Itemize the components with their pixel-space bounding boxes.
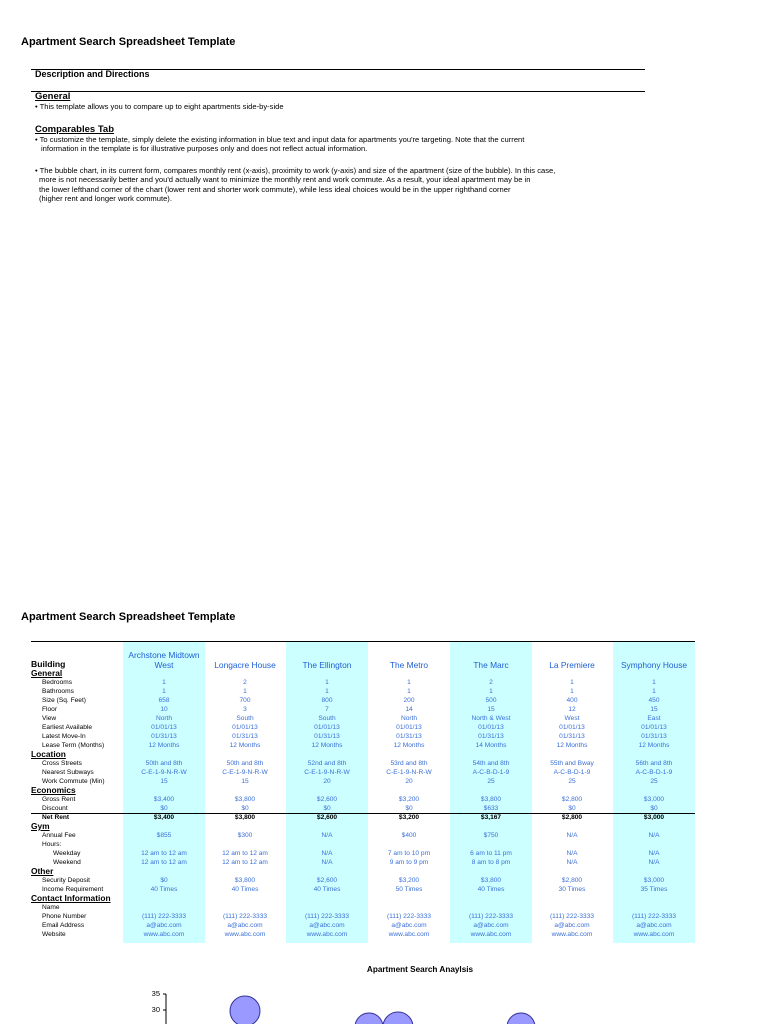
row-label: Net Rent: [42, 814, 70, 821]
table-cell[interactable]: 40 Times: [150, 886, 178, 893]
row-label: Bedrooms: [42, 679, 73, 686]
table-cell[interactable]: 7 am to 10 pm: [387, 850, 431, 857]
table-cell[interactable]: A-C-B-D-1-9: [635, 769, 673, 776]
table-cell[interactable]: 15: [160, 778, 168, 785]
table-cell[interactable]: www.abc.com: [143, 931, 185, 938]
table-cell[interactable]: N/A: [648, 832, 660, 839]
table-cell[interactable]: North & West: [471, 715, 511, 722]
table-cell[interactable]: South: [318, 715, 336, 722]
table-cell[interactable]: 54th and 8th: [472, 760, 510, 767]
table-cell[interactable]: $300: [237, 832, 253, 839]
table-cell[interactable]: (111) 222-3333: [386, 913, 432, 920]
table-cell[interactable]: 10: [160, 706, 168, 713]
table-cell[interactable]: $3,200: [398, 796, 420, 803]
table-cell[interactable]: 01/31/13: [396, 733, 422, 740]
row-label: Nearest Subways: [42, 769, 94, 776]
row-label: Work Commute (Min): [42, 778, 105, 785]
table-cell[interactable]: 400: [566, 697, 578, 704]
paragraph-line: • To customize the template, simply delete the existing information in blue text and input data for apartments you're targeting. Note that the current: [35, 135, 525, 144]
table-cell[interactable]: 1: [652, 679, 656, 686]
table-cell[interactable]: 200: [403, 697, 415, 704]
table-cell[interactable]: 12 Months: [148, 742, 180, 749]
row-label: Discount: [42, 805, 68, 812]
table-cell[interactable]: a@abc.com: [391, 922, 427, 929]
table-cell[interactable]: www.abc.com: [224, 931, 266, 938]
table-cell[interactable]: 30 Times: [558, 886, 586, 893]
building-header[interactable]: The Metro: [389, 660, 429, 670]
section-heading: Economics: [31, 785, 76, 795]
table-cell[interactable]: 7: [325, 706, 329, 713]
table-cell[interactable]: 1: [162, 688, 166, 695]
row-label: Latest Move-In: [42, 733, 86, 740]
chart-title: Apartment Search Anaylsis: [366, 965, 474, 974]
row-label: Phone Number: [42, 913, 87, 920]
table-cell[interactable]: 01/01/13: [396, 724, 422, 731]
table-cell[interactable]: www.abc.com: [551, 931, 593, 938]
table-cell[interactable]: $2,600: [316, 796, 338, 803]
table-cell[interactable]: 40 Times: [313, 886, 341, 893]
table-cell[interactable]: N/A: [648, 859, 660, 866]
table-cell[interactable]: $3,167: [480, 814, 502, 821]
table-cell[interactable]: a@abc.com: [473, 922, 509, 929]
table-cell[interactable]: $2,600: [316, 814, 338, 821]
table-cell[interactable]: 50th and 8th: [145, 760, 183, 767]
table-cell[interactable]: 800: [321, 697, 333, 704]
table-cell[interactable]: 12 Months: [311, 742, 343, 749]
table-cell[interactable]: 20: [323, 778, 331, 785]
table-cell[interactable]: (111) 222-3333: [549, 913, 595, 920]
table-cell[interactable]: 3: [243, 706, 247, 713]
paragraph-line: (higher rent and longer work commute).: [39, 193, 172, 203]
table-cell[interactable]: $633: [483, 805, 499, 812]
table-cell[interactable]: 35 Times: [640, 886, 668, 893]
table-cell[interactable]: 56th and 8th: [635, 760, 673, 767]
paragraph-line: the lower lefthand corner of the chart (lower rent and shorter work commute), while less ideal choices would be in the upper righthand corner: [39, 184, 511, 194]
table-cell[interactable]: 01/01/13: [151, 724, 177, 731]
table-cell[interactable]: N/A: [321, 850, 333, 857]
table-cell[interactable]: 12 Months: [638, 742, 670, 749]
table-cell[interactable]: 500: [485, 697, 497, 704]
table-cell[interactable]: 40 Times: [231, 886, 259, 893]
table-cell[interactable]: C-E-1-9-N-R-W: [304, 769, 350, 776]
table-cell[interactable]: www.abc.com: [388, 931, 430, 938]
table-cell[interactable]: 450: [648, 697, 660, 704]
sheet-title: Apartment Search Spreadsheet Template: [21, 611, 236, 623]
row-label: Bathrooms: [42, 688, 74, 695]
table-cell[interactable]: $3,400: [153, 796, 175, 803]
table-cell[interactable]: North: [400, 715, 418, 722]
row-label: Weekend: [53, 859, 81, 866]
table-cell[interactable]: $0: [568, 805, 576, 812]
table-cell[interactable]: 25: [568, 778, 576, 785]
comparables-paragraph-2: [35, 166, 650, 203]
table-cell[interactable]: $3,000: [643, 814, 665, 821]
table-cell[interactable]: 01/31/13: [151, 733, 177, 740]
table-cell[interactable]: West: [564, 715, 580, 722]
table-cell[interactable]: $2,800: [561, 877, 583, 884]
row-label: Cross Streets: [42, 760, 82, 767]
table-cell[interactable]: 40 Times: [477, 886, 505, 893]
table-cell[interactable]: 25: [487, 778, 495, 785]
table-cell[interactable]: $3,200: [398, 814, 420, 821]
table-cell[interactable]: www.abc.com: [470, 931, 512, 938]
table-cell[interactable]: a@abc.com: [309, 922, 345, 929]
table-cell[interactable]: 1: [325, 688, 329, 695]
table-cell[interactable]: $3,000: [643, 796, 665, 803]
row-label: Size (Sq. Feet): [42, 697, 86, 704]
row-label: Security Deposit: [42, 877, 91, 884]
building-header[interactable]: Longacre House: [214, 660, 276, 670]
table-cell[interactable]: N/A: [566, 832, 578, 839]
building-header[interactable]: Symphony House: [620, 660, 688, 670]
table-cell[interactable]: $3,800: [234, 796, 256, 803]
table-cell[interactable]: (111) 222-3333: [222, 913, 268, 920]
table-cell[interactable]: 12 Months: [556, 742, 588, 749]
table-cell[interactable]: North: [155, 715, 173, 722]
description-heading: Description and Directions: [35, 69, 150, 79]
table-cell[interactable]: N/A: [566, 850, 578, 857]
table-cell[interactable]: $0: [241, 805, 249, 812]
row-label: Email Address: [42, 922, 85, 929]
table-cell[interactable]: 1: [570, 688, 574, 695]
table-cell[interactable]: 12 am to 12 am: [222, 859, 268, 866]
table-cell[interactable]: 12: [568, 706, 576, 713]
bubble-chart: [0, 980, 768, 1024]
general-text: • This template allows you to compare up to eight apartments side-by-side: [35, 102, 284, 111]
divider-bottom: [31, 91, 645, 92]
table-cell[interactable]: 01/01/13: [478, 724, 504, 731]
table-cell[interactable]: 01/01/13: [641, 724, 667, 731]
table-cell[interactable]: 01/31/13: [641, 733, 667, 740]
page-title: Apartment Search Spreadsheet Template: [21, 36, 236, 48]
table-cell[interactable]: N/A: [566, 859, 578, 866]
bubble: [383, 1012, 413, 1024]
table-cell[interactable]: (111) 222-3333: [304, 913, 350, 920]
table-cell[interactable]: 55th and Bway: [550, 760, 594, 767]
table-cell[interactable]: a@abc.com: [227, 922, 263, 929]
table-cell[interactable]: 01/31/13: [314, 733, 340, 740]
table-cell[interactable]: 12 am to 12 am: [141, 859, 187, 866]
table-cell[interactable]: 15: [241, 778, 249, 785]
table-cell[interactable]: $3,800: [480, 796, 502, 803]
y-tick-label: 30: [151, 1005, 160, 1014]
table-cell[interactable]: 14 Months: [475, 742, 507, 749]
y-tick-label: 35: [151, 989, 160, 998]
table-cell[interactable]: 1: [652, 688, 656, 695]
row-label: View: [42, 715, 57, 722]
table-cell[interactable]: 1: [570, 679, 574, 686]
table-cell[interactable]: 01/31/13: [478, 733, 504, 740]
table-cell[interactable]: 14: [405, 706, 413, 713]
table-cell[interactable]: (111) 222-3333: [631, 913, 677, 920]
table-cell[interactable]: $855: [156, 832, 172, 839]
table-cell[interactable]: 1: [407, 679, 411, 686]
comparables-paragraph-1: [35, 135, 650, 154]
table-cell[interactable]: South: [236, 715, 254, 722]
table-cell[interactable]: 52nd and 8th: [307, 760, 347, 767]
table-cell[interactable]: 2: [243, 679, 247, 686]
table-cell[interactable]: $3,800: [234, 814, 256, 821]
table-cell[interactable]: 6 am to 11 pm: [470, 850, 512, 857]
table-cell[interactable]: 01/01/13: [559, 724, 585, 731]
table-cell[interactable]: 53rd and 8th: [390, 760, 428, 767]
table-cell[interactable]: $3,000: [643, 877, 665, 884]
table-cell[interactable]: 1: [162, 679, 166, 686]
row-label: Income Requirement: [42, 886, 104, 893]
row-label: Lease Term (Months): [42, 742, 105, 749]
table-cell[interactable]: 01/31/13: [232, 733, 258, 740]
table-cell[interactable]: 50th and 8th: [226, 760, 264, 767]
table-cell[interactable]: $2,600: [316, 877, 338, 884]
table-cell[interactable]: 12 Months: [229, 742, 261, 749]
table-cell[interactable]: 20: [405, 778, 413, 785]
table-cell[interactable]: 1: [325, 679, 329, 686]
table-cell[interactable]: $0: [650, 805, 658, 812]
table-cell[interactable]: A-C-B-D-1-9: [472, 769, 510, 776]
building-header[interactable]: The Marc: [473, 660, 509, 670]
table-cell[interactable]: N/A: [648, 850, 660, 857]
row-label: Floor: [42, 706, 58, 713]
section-heading: General: [31, 668, 63, 678]
table-cell[interactable]: 15: [487, 706, 495, 713]
table-cell[interactable]: N/A: [321, 859, 333, 866]
table-cell[interactable]: 01/31/13: [559, 733, 585, 740]
building-header[interactable]: Archstone Midtown West: [128, 650, 200, 670]
table-cell[interactable]: 1: [489, 688, 493, 695]
row-label: Name: [42, 904, 60, 911]
row-label: Annual Fee: [42, 832, 76, 839]
table-cell[interactable]: 12 am to 12 am: [222, 850, 268, 857]
table-cell[interactable]: 1: [407, 688, 411, 695]
row-label: Weekday: [53, 850, 81, 857]
table-cell[interactable]: $3,200: [398, 877, 420, 884]
table-cell[interactable]: $3,800: [480, 877, 502, 884]
table-cell[interactable]: 2: [489, 679, 493, 686]
section-heading: Gym: [31, 821, 50, 831]
general-heading: General: [35, 91, 71, 102]
table-cell[interactable]: C-E-1-9-N-R-W: [222, 769, 268, 776]
table-cell[interactable]: $2,800: [561, 814, 583, 821]
paragraph-line: information in the template is for illustrative purposes only and does not reflect actual information.: [41, 144, 368, 154]
table-cell[interactable]: $0: [160, 877, 168, 884]
table-cell[interactable]: 01/01/13: [232, 724, 258, 731]
table-cell[interactable]: C-E-1-9-N-R-W: [386, 769, 432, 776]
table-cell[interactable]: 700: [239, 697, 251, 704]
table-cell[interactable]: 12 Months: [393, 742, 425, 749]
section-heading: Location: [31, 749, 66, 759]
table-cell[interactable]: $3,800: [234, 877, 256, 884]
table-cell[interactable]: 1: [243, 688, 247, 695]
row-label: Earliest Available: [42, 724, 93, 731]
table-cell[interactable]: 12 am to 12 am: [141, 850, 187, 857]
bubble: [507, 1013, 535, 1024]
table-cell[interactable]: East: [647, 715, 661, 722]
section-heading: Contact Information: [31, 893, 111, 903]
paragraph-line: • The bubble chart, in its current form, compares monthly rent (x-axis), proximity to work (y-axis) and size of the apartment (size of the bubble). In this case,: [35, 166, 556, 175]
building-header[interactable]: The Ellington: [302, 660, 352, 670]
table-cell[interactable]: a@abc.com: [146, 922, 182, 929]
bubble: [230, 996, 260, 1024]
section-heading: Other: [31, 866, 54, 876]
table-cell[interactable]: 25: [650, 778, 658, 785]
table-cell[interactable]: 01/01/13: [314, 724, 340, 731]
table-cell[interactable]: a@abc.com: [554, 922, 590, 929]
row-label: Website: [42, 931, 66, 938]
table-cell[interactable]: $2,800: [561, 796, 583, 803]
table-cell[interactable]: $750: [483, 832, 499, 839]
table-cell[interactable]: 50 Times: [395, 886, 423, 893]
table-cell[interactable]: $400: [401, 832, 417, 839]
table-cell[interactable]: 658: [158, 697, 170, 704]
building-label: Building: [31, 659, 66, 669]
building-header[interactable]: La Premiere: [549, 660, 595, 670]
table-cell[interactable]: (111) 222-3333: [468, 913, 514, 920]
table-cell[interactable]: 9 am to 9 pm: [389, 859, 429, 866]
table-cell[interactable]: $3,400: [153, 814, 175, 821]
table-cell[interactable]: A-C-B-D-1-9: [553, 769, 591, 776]
table-cell[interactable]: $0: [160, 805, 168, 812]
row-label: Hours:: [42, 841, 62, 848]
table-cell[interactable]: $0: [405, 805, 413, 812]
table-cell[interactable]: www.abc.com: [306, 931, 348, 938]
table-cell[interactable]: N/A: [321, 832, 333, 839]
row-label: Gross Rent: [42, 796, 76, 803]
table-cell[interactable]: C-E-1-9-N-R-W: [141, 769, 187, 776]
table-cell[interactable]: (111) 222-3333: [141, 913, 187, 920]
table-cell[interactable]: $0: [323, 805, 331, 812]
comparables-heading: Comparables Tab: [35, 124, 115, 135]
bubble: [355, 1013, 383, 1024]
table-cell[interactable]: www.abc.com: [633, 931, 675, 938]
table-cell[interactable]: 8 am to 8 pm: [471, 859, 511, 866]
table-cell[interactable]: a@abc.com: [636, 922, 672, 929]
table-cell[interactable]: 15: [650, 706, 658, 713]
paragraph-line: more is not necessarily better and you'd actually want to minimize the monthly rent and work commute. As a result, your ideal apartment may be in: [39, 175, 531, 185]
